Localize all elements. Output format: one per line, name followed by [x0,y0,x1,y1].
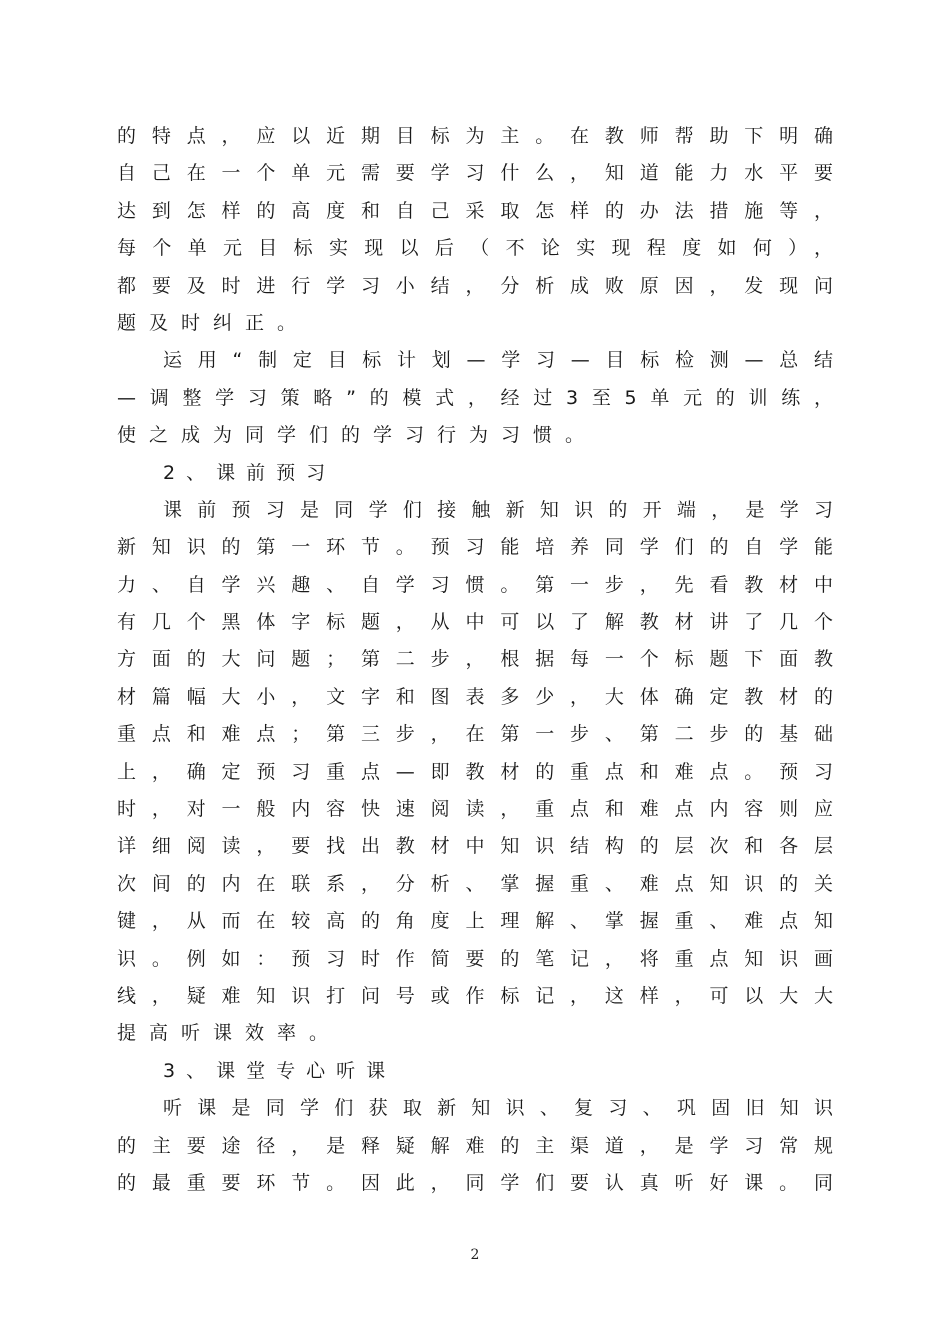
text-line: 详细阅读，要找出教材中知识结构的层次和各层 [117,835,833,858]
text-line: 提高听课效率。 [117,1022,342,1045]
text-line: 时，对一般内容快速阅读，重点和难点内容则应 [117,798,833,821]
text-line: 方面的大问题；第二步，根据每一个标题下面教 [117,648,833,671]
text-line: 自己在一个单元需要学习什么，知道能力水平要 [117,162,833,185]
text-line: 的最重要环节。因此，同学们要认真听好课。同 [117,1171,833,1194]
text-line: 键，从而在较高的角度上理解、掌握重、难点知 [117,910,833,933]
text-line: 材篇幅大小，文字和图表多少，大体确定教材的 [117,685,833,708]
section-heading: 2、课前预习 [163,461,337,484]
text-line: 新知识的第一环节。预习能培养同学们的自学能 [117,536,833,559]
text-line: 听课是同学们获取新知识、复习、巩固旧知识 [163,1097,833,1120]
text-line: 都要及时进行学习小结，分析成败原因，发现问 [117,274,833,297]
text-line: 线，疑难知识打问号或作标记，这样，可以大大 [117,984,833,1007]
text-line: 的主要途径，是释疑解难的主渠道，是学习常规 [117,1134,833,1157]
text-line: 使之成为同学们的学习行为习惯。 [117,424,598,447]
page-number: 2 [470,1247,480,1263]
text-line: 运用“制定目标计划—学习—目标检测—总结 [163,349,833,372]
text-line: 力、自学兴趣、自学习惯。第一步，先看教材中 [117,573,833,596]
text-line: 达到怎样的高度和自己采取怎样的办法措施等， [117,199,833,222]
text-line: 的特点，应以近期目标为主。在教师帮助下明确 [117,125,833,147]
text-line: 上，确定预习重点—即教材的重点和难点。预习 [117,760,833,783]
text-line: 每个单元目标实现以后（不论实现程度如何）， [117,237,833,260]
body-text [117,118,833,1202]
text-line: 题及时纠正。 [117,311,310,334]
text-line: 重点和难点；第三步，在第一步、第二步的基础 [117,723,833,746]
text-line: —调整学习策略”的模式，经过3至5单元的训练， [117,386,833,409]
text-line: 识。例如：预习时作简要的笔记，将重点知识画 [117,947,833,970]
section-heading: 3、课堂专心听课 [163,1059,397,1082]
text-line: 次间的内在联系，分析、掌握重、难点知识的关 [117,872,833,895]
text-line: 有几个黑体字标题，从中可以了解教材讲了几个 [117,611,833,634]
text-line: 课前预习是同学们接触新知识的开端，是学习 [163,498,833,521]
